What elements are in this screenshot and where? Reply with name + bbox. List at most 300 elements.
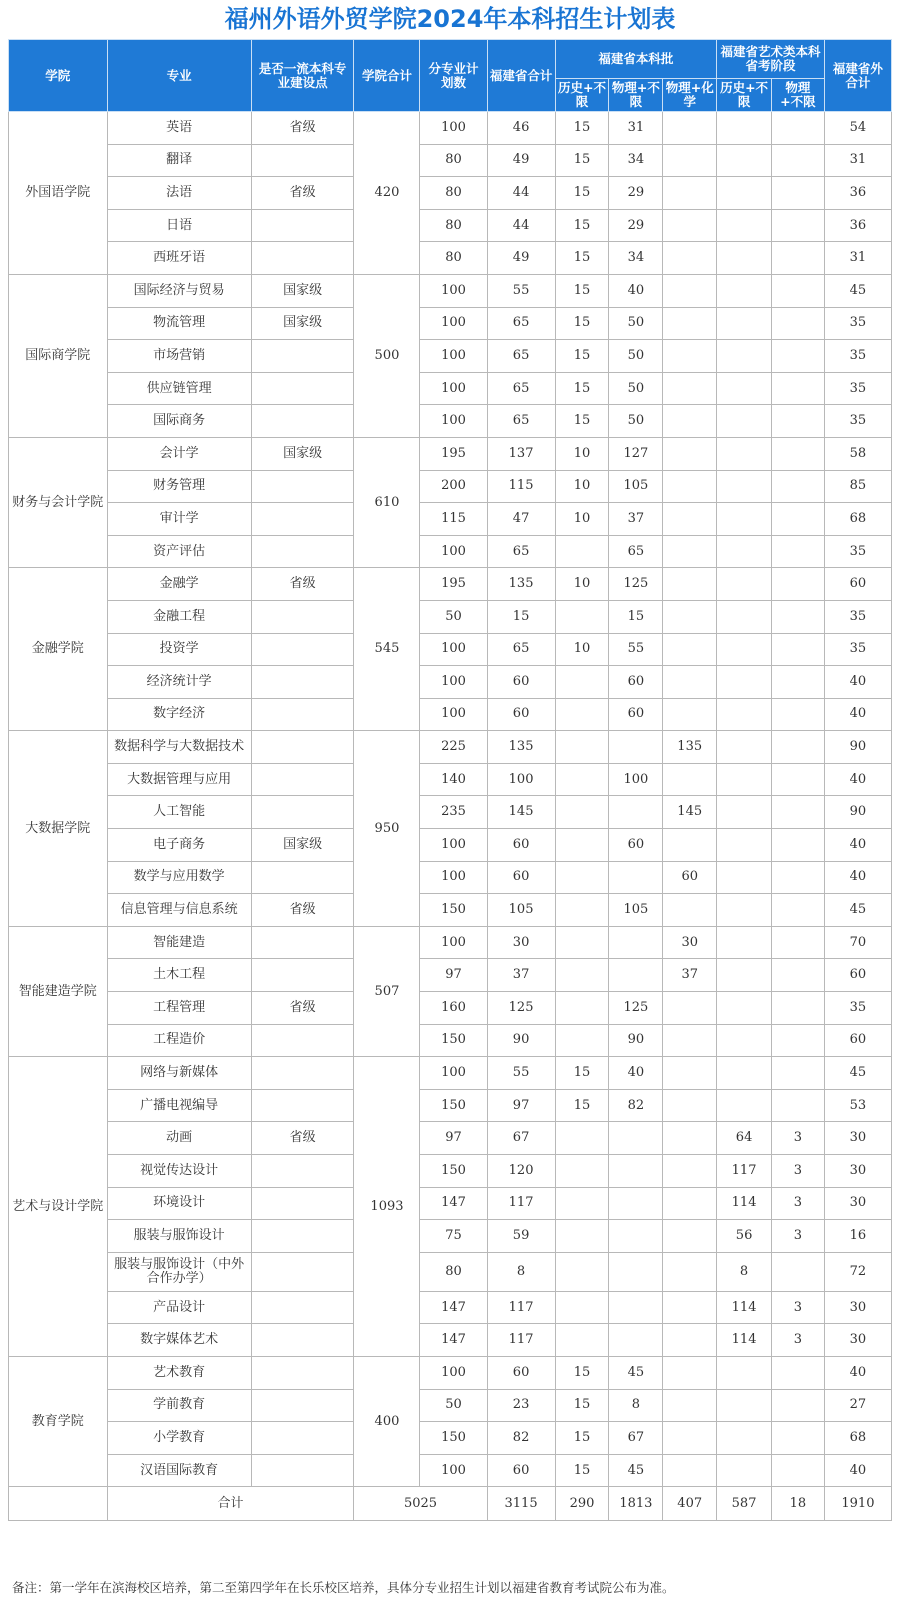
- major-name-cell: 英语: [107, 112, 251, 145]
- major-name-cell: 金融工程: [107, 600, 251, 633]
- outside-total-cell: 40: [824, 829, 891, 862]
- enrollment-plan-table: [8, 39, 892, 1521]
- major-plan-cell: 150: [420, 1089, 487, 1122]
- physics-chemistry-cell: [663, 340, 717, 373]
- major-plan-cell: 80: [420, 1252, 487, 1291]
- outside-total-cell: 40: [824, 1454, 891, 1487]
- physics-cell: [609, 861, 663, 894]
- first-class-cell: 省级: [251, 568, 354, 601]
- fujian-total-cell: 37: [487, 959, 555, 992]
- history-cell: [555, 698, 609, 731]
- major-name-cell: 国际经济与贸易: [107, 274, 251, 307]
- physics-chemistry-cell: [663, 1389, 717, 1422]
- major-plan-cell: 100: [420, 535, 487, 568]
- physics-chemistry-cell: 60: [663, 861, 717, 894]
- first-class-cell: [251, 633, 354, 666]
- first-class-cell: [251, 1389, 354, 1422]
- physics-chemistry-cell: [663, 1454, 717, 1487]
- history-cell: 15: [555, 1422, 609, 1455]
- fujian-total-cell: 125: [487, 992, 555, 1025]
- history-cell: [555, 666, 609, 699]
- first-class-cell: [251, 1324, 354, 1357]
- table-row: [9, 177, 892, 210]
- art-history-cell: [717, 372, 772, 405]
- table-row: [9, 470, 892, 503]
- table-row: [9, 1057, 892, 1090]
- table-row: [9, 1356, 892, 1389]
- physics-cell: 29: [609, 209, 663, 242]
- physics-cell: 90: [609, 1024, 663, 1057]
- major-name-cell: 汉语国际教育: [107, 1454, 251, 1487]
- major-name-cell: 法语: [107, 177, 251, 210]
- total-spacer-cell: [9, 1487, 108, 1521]
- art-history-cell: [717, 633, 772, 666]
- fujian-total-cell: 65: [487, 633, 555, 666]
- physics-chemistry-cell: [663, 1291, 717, 1324]
- major-name-cell: 网络与新媒体: [107, 1057, 251, 1090]
- major-plan-cell: 80: [420, 177, 487, 210]
- college-total-cell: 610: [354, 437, 420, 567]
- outside-total-cell: 60: [824, 959, 891, 992]
- table-row: [9, 796, 892, 829]
- history-cell: 15: [555, 1356, 609, 1389]
- history-cell: 15: [555, 1454, 609, 1487]
- header-fujian-undergrad: 福建省本科批: [555, 40, 717, 79]
- history-cell: 15: [555, 242, 609, 275]
- history-cell: [555, 796, 609, 829]
- college-name-cell: 国际商学院: [9, 274, 108, 437]
- first-class-cell: 省级: [251, 177, 354, 210]
- physics-chemistry-cell: [663, 666, 717, 699]
- first-class-cell: [251, 1252, 354, 1291]
- physics-cell: 8: [609, 1389, 663, 1422]
- fujian-total-cell: 44: [487, 177, 555, 210]
- major-plan-cell: 100: [420, 1057, 487, 1090]
- first-class-cell: [251, 372, 354, 405]
- first-class-cell: [251, 1422, 354, 1455]
- outside-total-cell: 31: [824, 144, 891, 177]
- art-history-cell: 114: [717, 1187, 772, 1220]
- art-history-cell: [717, 144, 772, 177]
- art-physics-cell: [772, 470, 825, 503]
- art-history-cell: 8: [717, 1252, 772, 1291]
- art-physics-cell: [772, 894, 825, 927]
- major-plan-cell: 100: [420, 829, 487, 862]
- physics-chemistry-cell: [663, 568, 717, 601]
- art-physics-cell: [772, 274, 825, 307]
- major-name-cell: 艺术教育: [107, 1356, 251, 1389]
- major-name-cell: 服装与服饰设计: [107, 1220, 251, 1253]
- history-cell: 15: [555, 307, 609, 340]
- physics-chemistry-cell: [663, 372, 717, 405]
- fujian-total-cell: 120: [487, 1155, 555, 1188]
- history-cell: [555, 894, 609, 927]
- college-total-cell: 950: [354, 731, 420, 927]
- fujian-total-cell: 117: [487, 1187, 555, 1220]
- major-plan-cell: 147: [420, 1324, 487, 1357]
- header-sub-art-physics: 物理+不限: [772, 79, 825, 112]
- art-physics-cell: [772, 666, 825, 699]
- outside-total-cell: 30: [824, 1291, 891, 1324]
- outside-total-cell: 40: [824, 1356, 891, 1389]
- physics-cell: [609, 1122, 663, 1155]
- fujian-total-cell: 60: [487, 829, 555, 862]
- physics-chemistry-cell: [663, 437, 717, 470]
- art-physics-cell: [772, 1252, 825, 1291]
- college-total-cell: 545: [354, 568, 420, 731]
- art-history-cell: [717, 112, 772, 145]
- college-name-cell: 外国语学院: [9, 112, 108, 275]
- totals-label: 合计: [107, 1487, 354, 1521]
- physics-cell: 40: [609, 1057, 663, 1090]
- major-plan-cell: 147: [420, 1291, 487, 1324]
- table-row: [9, 307, 892, 340]
- art-history-cell: [717, 959, 772, 992]
- physics-chemistry-cell: [663, 1187, 717, 1220]
- art-physics-cell: [772, 340, 825, 373]
- table-row: [9, 144, 892, 177]
- major-name-cell: 电子商务: [107, 829, 251, 862]
- physics-chemistry-cell: 30: [663, 926, 717, 959]
- art-history-cell: [717, 926, 772, 959]
- physics-cell: 34: [609, 242, 663, 275]
- art-physics-cell: [772, 763, 825, 796]
- art-history-cell: [717, 242, 772, 275]
- art-history-cell: [717, 177, 772, 210]
- first-class-cell: [251, 242, 354, 275]
- history-cell: [555, 1291, 609, 1324]
- history-cell: [555, 1155, 609, 1188]
- art-physics-cell: 3: [772, 1187, 825, 1220]
- total-history-cell: 290: [555, 1487, 609, 1521]
- header-sub-physics-chemistry: 物理+化学: [663, 79, 717, 112]
- major-name-cell: 金融学: [107, 568, 251, 601]
- art-history-cell: [717, 1389, 772, 1422]
- art-history-cell: [717, 1089, 772, 1122]
- table-row: [9, 731, 892, 764]
- history-cell: 10: [555, 503, 609, 536]
- art-history-cell: [717, 992, 772, 1025]
- fujian-total-cell: 47: [487, 503, 555, 536]
- physics-cell: 45: [609, 1454, 663, 1487]
- fujian-total-cell: 30: [487, 926, 555, 959]
- physics-chemistry-cell: 37: [663, 959, 717, 992]
- physics-cell: 50: [609, 307, 663, 340]
- art-history-cell: [717, 503, 772, 536]
- first-class-cell: 省级: [251, 1122, 354, 1155]
- physics-cell: [609, 1187, 663, 1220]
- major-name-cell: 工程管理: [107, 992, 251, 1025]
- first-class-cell: [251, 600, 354, 633]
- table-body: [9, 112, 892, 1521]
- physics-cell: [609, 1291, 663, 1324]
- physics-cell: 50: [609, 340, 663, 373]
- fujian-total-cell: 135: [487, 731, 555, 764]
- first-class-cell: [251, 1291, 354, 1324]
- art-physics-cell: [772, 568, 825, 601]
- first-class-cell: [251, 405, 354, 438]
- table-row: [9, 1422, 892, 1455]
- total-plan-cell: 5025: [354, 1487, 487, 1521]
- physics-chemistry-cell: [663, 829, 717, 862]
- art-physics-cell: [772, 209, 825, 242]
- major-name-cell: 会计学: [107, 437, 251, 470]
- art-physics-cell: [772, 1024, 825, 1057]
- art-physics-cell: [772, 307, 825, 340]
- art-history-cell: [717, 568, 772, 601]
- header-sub-physics: 物理+不限: [609, 79, 663, 112]
- totals-row: [9, 1487, 892, 1521]
- fujian-total-cell: 23: [487, 1389, 555, 1422]
- first-class-cell: 国家级: [251, 307, 354, 340]
- page-title: 福州外语外贸学院2024年本科招生计划表: [224, 5, 676, 33]
- fujian-total-cell: 137: [487, 437, 555, 470]
- fujian-total-cell: 60: [487, 666, 555, 699]
- major-name-cell: 数据科学与大数据技术: [107, 731, 251, 764]
- outside-total-cell: 85: [824, 470, 891, 503]
- major-plan-cell: 50: [420, 1389, 487, 1422]
- table-row: [9, 1324, 892, 1357]
- art-physics-cell: 3: [772, 1155, 825, 1188]
- fujian-total-cell: 145: [487, 796, 555, 829]
- fujian-total-cell: 65: [487, 307, 555, 340]
- physics-chemistry-cell: [663, 1252, 717, 1291]
- first-class-cell: [251, 763, 354, 796]
- outside-total-cell: 54: [824, 112, 891, 145]
- physics-cell: [609, 959, 663, 992]
- header-fujian-total: 福建省合计: [487, 40, 555, 112]
- history-cell: [555, 1220, 609, 1253]
- art-physics-cell: [772, 503, 825, 536]
- outside-total-cell: 40: [824, 666, 891, 699]
- fujian-total-cell: 82: [487, 1422, 555, 1455]
- history-cell: 15: [555, 177, 609, 210]
- history-cell: 10: [555, 568, 609, 601]
- first-class-cell: 国家级: [251, 437, 354, 470]
- fujian-total-cell: 60: [487, 861, 555, 894]
- art-history-cell: [717, 307, 772, 340]
- major-plan-cell: 100: [420, 861, 487, 894]
- fujian-total-cell: 90: [487, 1024, 555, 1057]
- major-plan-cell: 150: [420, 1155, 487, 1188]
- college-name-cell: 教育学院: [9, 1356, 108, 1486]
- history-cell: [555, 1187, 609, 1220]
- first-class-cell: [251, 1356, 354, 1389]
- physics-cell: 65: [609, 535, 663, 568]
- total-physics-cell: 1813: [609, 1487, 663, 1521]
- art-history-cell: [717, 1356, 772, 1389]
- major-plan-cell: 150: [420, 1422, 487, 1455]
- art-history-cell: [717, 437, 772, 470]
- art-physics-cell: [772, 144, 825, 177]
- table-row: [9, 600, 892, 633]
- college-total-cell: 1093: [354, 1057, 420, 1357]
- table-row: [9, 1252, 892, 1291]
- major-name-cell: 产品设计: [107, 1291, 251, 1324]
- fujian-total-cell: 135: [487, 568, 555, 601]
- physics-cell: [609, 1324, 663, 1357]
- physics-chemistry-cell: [663, 274, 717, 307]
- physics-chemistry-cell: [663, 470, 717, 503]
- physics-chemistry-cell: [663, 763, 717, 796]
- major-name-cell: 市场营销: [107, 340, 251, 373]
- header-first-class: 是否一流本科专业建设点: [251, 40, 354, 112]
- physics-cell: 60: [609, 829, 663, 862]
- history-cell: [555, 1324, 609, 1357]
- table-row: [9, 1089, 892, 1122]
- table-row: [9, 763, 892, 796]
- fujian-total-cell: 97: [487, 1089, 555, 1122]
- art-physics-cell: [772, 177, 825, 210]
- fujian-total-cell: 55: [487, 1057, 555, 1090]
- art-history-cell: [717, 894, 772, 927]
- fujian-total-cell: 67: [487, 1122, 555, 1155]
- major-plan-cell: 100: [420, 372, 487, 405]
- art-history-cell: [717, 470, 772, 503]
- major-name-cell: 动画: [107, 1122, 251, 1155]
- outside-total-cell: 35: [824, 535, 891, 568]
- physics-cell: 67: [609, 1422, 663, 1455]
- major-name-cell: 西班牙语: [107, 242, 251, 275]
- art-history-cell: [717, 535, 772, 568]
- history-cell: 15: [555, 1057, 609, 1090]
- outside-total-cell: 30: [824, 1324, 891, 1357]
- art-history-cell: [717, 340, 772, 373]
- history-cell: 15: [555, 1089, 609, 1122]
- first-class-cell: 省级: [251, 992, 354, 1025]
- table-row: [9, 926, 892, 959]
- table-row: [9, 666, 892, 699]
- physics-chemistry-cell: [663, 177, 717, 210]
- fujian-total-cell: 8: [487, 1252, 555, 1291]
- fujian-total-cell: 60: [487, 1356, 555, 1389]
- physics-chemistry-cell: [663, 112, 717, 145]
- fujian-total-cell: 46: [487, 112, 555, 145]
- outside-total-cell: 58: [824, 437, 891, 470]
- table-row: [9, 372, 892, 405]
- table-row: [9, 1454, 892, 1487]
- art-physics-cell: [772, 861, 825, 894]
- outside-total-cell: 45: [824, 894, 891, 927]
- art-history-cell: [717, 731, 772, 764]
- physics-chemistry-cell: [663, 1220, 717, 1253]
- header-fujian-art: 福建省艺术类本科省考阶段: [717, 40, 825, 79]
- history-cell: 15: [555, 112, 609, 145]
- header-major: 专业: [107, 40, 251, 112]
- outside-total-cell: 36: [824, 177, 891, 210]
- history-cell: 10: [555, 633, 609, 666]
- art-history-cell: 64: [717, 1122, 772, 1155]
- fujian-total-cell: 60: [487, 698, 555, 731]
- major-name-cell: 数字经济: [107, 698, 251, 731]
- fujian-total-cell: 105: [487, 894, 555, 927]
- major-plan-cell: 100: [420, 1356, 487, 1389]
- outside-total-cell: 60: [824, 1024, 891, 1057]
- table-row: [9, 1220, 892, 1253]
- major-plan-cell: 147: [420, 1187, 487, 1220]
- footnote: 备注：第一学年在滨海校区培养，第二至第四学年在长乐校区培养，具体分专业招生计划以福建省教育考试院公布为准。: [12, 1580, 675, 1595]
- history-cell: 15: [555, 372, 609, 405]
- first-class-cell: [251, 340, 354, 373]
- art-history-cell: [717, 763, 772, 796]
- outside-total-cell: 70: [824, 926, 891, 959]
- table-row: [9, 340, 892, 373]
- art-physics-cell: [772, 535, 825, 568]
- art-physics-cell: [772, 926, 825, 959]
- major-name-cell: 土木工程: [107, 959, 251, 992]
- history-cell: [555, 861, 609, 894]
- art-physics-cell: [772, 1454, 825, 1487]
- art-physics-cell: [772, 796, 825, 829]
- history-cell: [555, 959, 609, 992]
- total-art-history-cell: 587: [717, 1487, 772, 1521]
- table-row: [9, 1187, 892, 1220]
- art-physics-cell: 3: [772, 1220, 825, 1253]
- major-name-cell: 财务管理: [107, 470, 251, 503]
- physics-cell: 45: [609, 1356, 663, 1389]
- outside-total-cell: 35: [824, 307, 891, 340]
- major-plan-cell: 100: [420, 666, 487, 699]
- art-physics-cell: [772, 1422, 825, 1455]
- table-row: [9, 861, 892, 894]
- art-physics-cell: [772, 112, 825, 145]
- first-class-cell: [251, 1454, 354, 1487]
- table-row: [9, 894, 892, 927]
- art-physics-cell: [772, 992, 825, 1025]
- first-class-cell: 国家级: [251, 274, 354, 307]
- outside-total-cell: 90: [824, 796, 891, 829]
- first-class-cell: [251, 926, 354, 959]
- physics-cell: 31: [609, 112, 663, 145]
- total-outside-cell: 1910: [824, 1487, 891, 1521]
- major-plan-cell: 97: [420, 959, 487, 992]
- history-cell: 10: [555, 437, 609, 470]
- first-class-cell: [251, 861, 354, 894]
- art-physics-cell: 3: [772, 1122, 825, 1155]
- major-plan-cell: 100: [420, 698, 487, 731]
- fujian-total-cell: 65: [487, 405, 555, 438]
- major-name-cell: 投资学: [107, 633, 251, 666]
- table-row: [9, 1155, 892, 1188]
- table-row: [9, 829, 892, 862]
- major-name-cell: 数学与应用数学: [107, 861, 251, 894]
- physics-cell: 82: [609, 1089, 663, 1122]
- first-class-cell: [251, 209, 354, 242]
- major-plan-cell: 97: [420, 1122, 487, 1155]
- physics-chemistry-cell: [663, 1057, 717, 1090]
- major-plan-cell: 200: [420, 470, 487, 503]
- college-name-cell: 大数据学院: [9, 731, 108, 927]
- total-fujian-cell: 3115: [487, 1487, 555, 1521]
- physics-cell: [609, 926, 663, 959]
- physics-cell: [609, 796, 663, 829]
- first-class-cell: [251, 1155, 354, 1188]
- header-college: 学院: [9, 40, 108, 112]
- first-class-cell: [251, 1024, 354, 1057]
- major-plan-cell: 195: [420, 568, 487, 601]
- physics-cell: 37: [609, 503, 663, 536]
- outside-total-cell: 68: [824, 1422, 891, 1455]
- physics-chemistry-cell: [663, 405, 717, 438]
- art-physics-cell: [772, 1057, 825, 1090]
- major-plan-cell: 100: [420, 340, 487, 373]
- art-history-cell: [717, 405, 772, 438]
- table-row: [9, 633, 892, 666]
- college-name-cell: 智能建造学院: [9, 926, 108, 1056]
- major-plan-cell: 150: [420, 894, 487, 927]
- major-name-cell: 视觉传达设计: [107, 1155, 251, 1188]
- history-cell: 15: [555, 405, 609, 438]
